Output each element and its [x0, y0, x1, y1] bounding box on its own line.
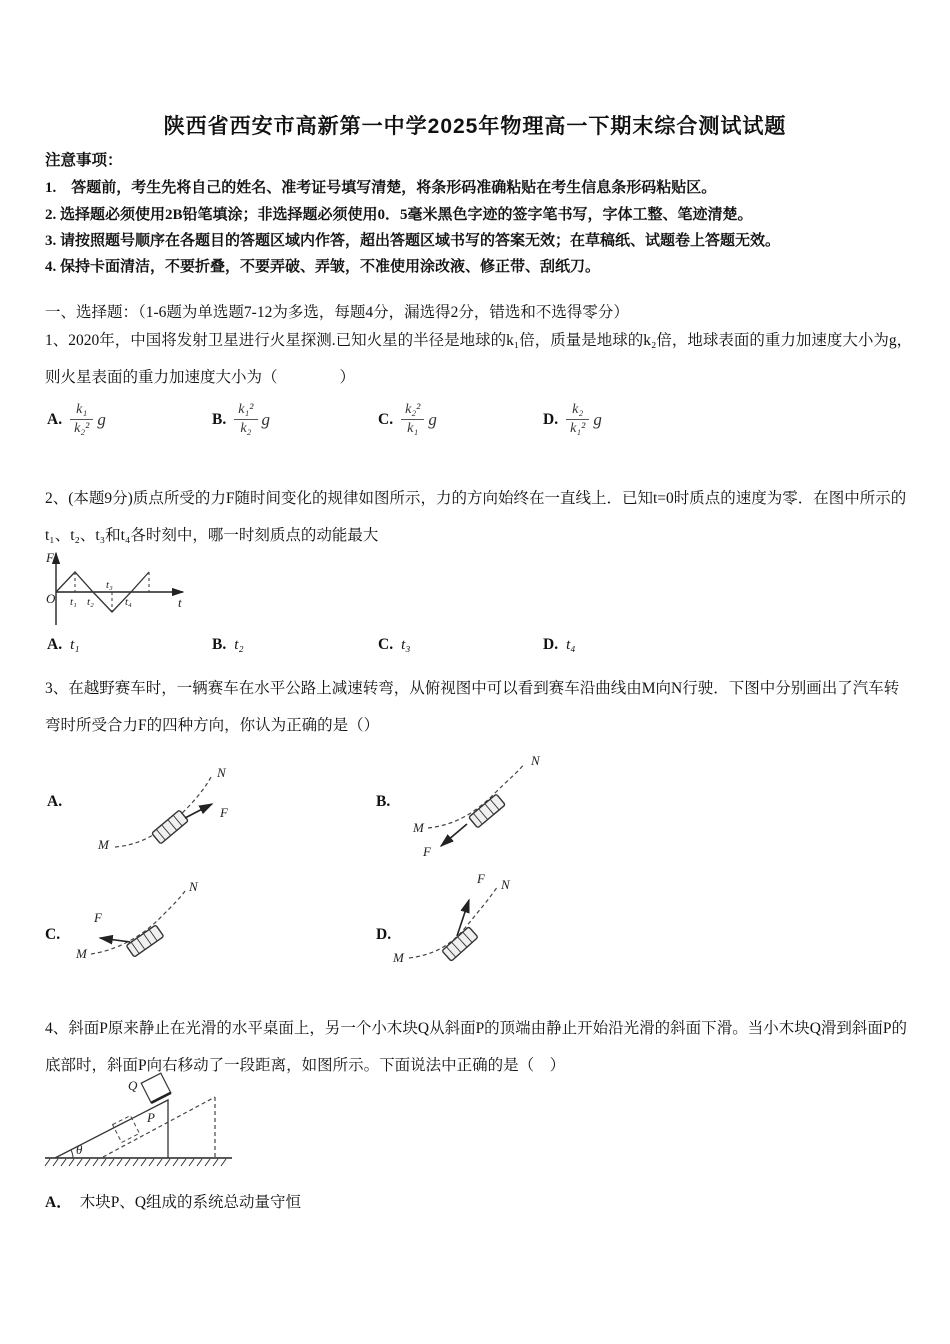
q3-diagram-b-label: B.: [376, 793, 391, 810]
fraction-numerator: k₁: [70, 402, 93, 420]
notice-item-3: 3. 请按照题号顺序在各题目的答题区域内作答，超出答题区域书写的答案无效；在草稿纸、试题卷上答题无效。: [45, 233, 781, 249]
fraction-denominator: k₁²: [570, 421, 586, 437]
car-icon: [152, 810, 189, 844]
label-m: M: [76, 946, 87, 961]
section-heading: 一、选择题：（1-6题为单选题7-12为多选，每题4分，漏选得2分，错选和不选得零分）: [45, 304, 629, 321]
q1-option-c-label: C.: [378, 410, 394, 428]
q1-option-b-g: g: [261, 409, 270, 429]
label-f: F: [477, 871, 485, 886]
q3-diagram-c-label: C.: [45, 926, 61, 943]
car-diagram-a: [85, 755, 240, 860]
block-q: [141, 1073, 171, 1103]
car-diagram-c: [58, 880, 243, 980]
label-m: M: [393, 950, 404, 965]
label-m: M: [98, 837, 109, 852]
q2-option-b-label: B.: [212, 636, 227, 653]
fraction-numerator: k₂: [566, 402, 589, 420]
car-icon: [126, 925, 164, 957]
q1-option-a: [47, 402, 106, 437]
label-q: Q: [128, 1078, 138, 1093]
car-diagram-d: [385, 870, 545, 985]
question-4-text: 4、斜面P原来静止在光滑的水平桌面上，另一个小木块Q从斜面P的顶端由静止开始沿光滑的斜面下滑。当小木块Q滑到斜面P的底部时，斜面P向右移动了一段距离，如图所示。下面说法中正确的是（ ）: [45, 1020, 908, 1074]
fraction-denominator: k₂: [240, 421, 252, 437]
angle-arc: [71, 1150, 73, 1158]
q2-option-d-value: t₄: [566, 636, 576, 653]
label-n: N: [217, 765, 226, 780]
label-m: M: [413, 820, 424, 835]
graph-t1-label: t₁: [70, 596, 77, 608]
label-p: P: [147, 1110, 155, 1125]
label-f: F: [220, 805, 228, 820]
graph-t3-label: t₃: [106, 579, 113, 591]
fraction-numerator: k₂²: [401, 402, 424, 420]
exam-title: 陕西省西安市高新第一中学2025年物理高一下期末综合测试试题: [163, 115, 787, 138]
label-theta: θ: [76, 1142, 83, 1157]
q3-diagram-d-label: D.: [376, 926, 392, 943]
notice-item-2: 2. 选择题必须使用2B铅笔填涂；非选择题必须使用0．5毫米黑色字迹的签字笔书写，字体工整、笔迹清楚。: [45, 207, 753, 223]
fraction: [70, 402, 93, 437]
graph-x-axis-label: t: [178, 595, 182, 610]
notice-item-4: 4. 保持卡面清洁，不要折叠，不要弄破、弄皱，不准使用涂改液、修正带、刮纸刀。: [45, 259, 601, 275]
question-2-text: 2、(本题9分)质点所受的力F随时间变化的规律如图所示，力的方向始终在一直线上．已知t=0时质点的速度为零．在图中所示的t₁、t₂、t₃和t₄各时刻中，哪一时刻质点的动能最大: [45, 490, 907, 544]
notice-heading: 注意事项：: [45, 152, 123, 169]
q4-option-a: [45, 1190, 301, 1212]
block-q-final-position: [113, 1116, 140, 1143]
fraction-denominator: k₂²: [74, 421, 90, 437]
q2-option-a: [47, 636, 79, 654]
fraction: [401, 402, 424, 437]
ground-hatching: [45, 1159, 226, 1166]
q1-option-b: [212, 402, 270, 437]
q1-option-c: [378, 402, 437, 437]
label-f: F: [94, 910, 102, 925]
q1-option-d: [543, 402, 602, 437]
incline-diagram: [40, 1072, 240, 1172]
q4-option-a-text: 木块P、Q组成的系统总动量守恒: [79, 1194, 302, 1211]
q1-option-a-label: A.: [47, 410, 63, 428]
car-diagram-b: [395, 748, 560, 868]
fraction: [234, 402, 257, 437]
q2-option-c-label: C.: [378, 636, 394, 653]
q1-option-d-label: D.: [543, 410, 559, 428]
label-n: N: [501, 877, 510, 892]
q2-option-a-label: A.: [47, 636, 63, 653]
q2-option-b-value: t₂: [234, 636, 244, 653]
question-1-text: 1、2020年，中国将发射卫星进行火星探测.已知火星的半径是地球的k₁倍，质量是地球的k₂倍，地球表面的重力加速度大小为g，则火星表面的重力加速度大小为（ ）: [45, 332, 913, 386]
q1-option-d-g: g: [593, 409, 602, 429]
fraction: [566, 402, 589, 437]
fraction-numerator: k₁²: [234, 402, 257, 420]
fraction-denominator: k₁: [407, 421, 419, 437]
q2-option-c: [378, 636, 410, 654]
q2-option-a-value: t₁: [70, 636, 80, 653]
q2-option-c-value: t₃: [401, 636, 411, 653]
q2-option-b: [212, 636, 244, 654]
graph-t2-label: t₂: [87, 596, 94, 608]
q1-option-b-label: B.: [212, 410, 227, 428]
label-n: N: [189, 880, 198, 894]
q2-option-d-label: D.: [543, 636, 559, 653]
notice-item-1: 1. 答题前，考生先将自己的姓名、准考证号填写清楚，将条形码准确粘贴在考生信息条形码粘贴区。: [45, 180, 717, 196]
label-f: F: [423, 844, 431, 859]
q2-option-d: [543, 636, 575, 654]
q1-option-c-g: g: [428, 409, 437, 429]
graph-t4-label: t₄: [125, 596, 132, 608]
label-n: N: [531, 753, 540, 768]
car-icon: [442, 927, 478, 961]
q4-option-a-label: A．: [45, 1194, 72, 1211]
force-time-graph: [45, 547, 240, 635]
graph-origin-label: O: [46, 591, 56, 606]
q1-option-a-g: g: [97, 409, 106, 429]
graph-y-axis-label: F: [46, 550, 54, 565]
q3-diagram-a-label: A.: [47, 793, 63, 810]
question-3-text: 3、在越野赛车时，一辆赛车在水平公路上减速转弯，从俯视图中可以看到赛车沿曲线由M向N行驶．下图中分别画出了汽车转弯时所受合力F的四种方向，你认为正确的是（）: [45, 680, 900, 734]
